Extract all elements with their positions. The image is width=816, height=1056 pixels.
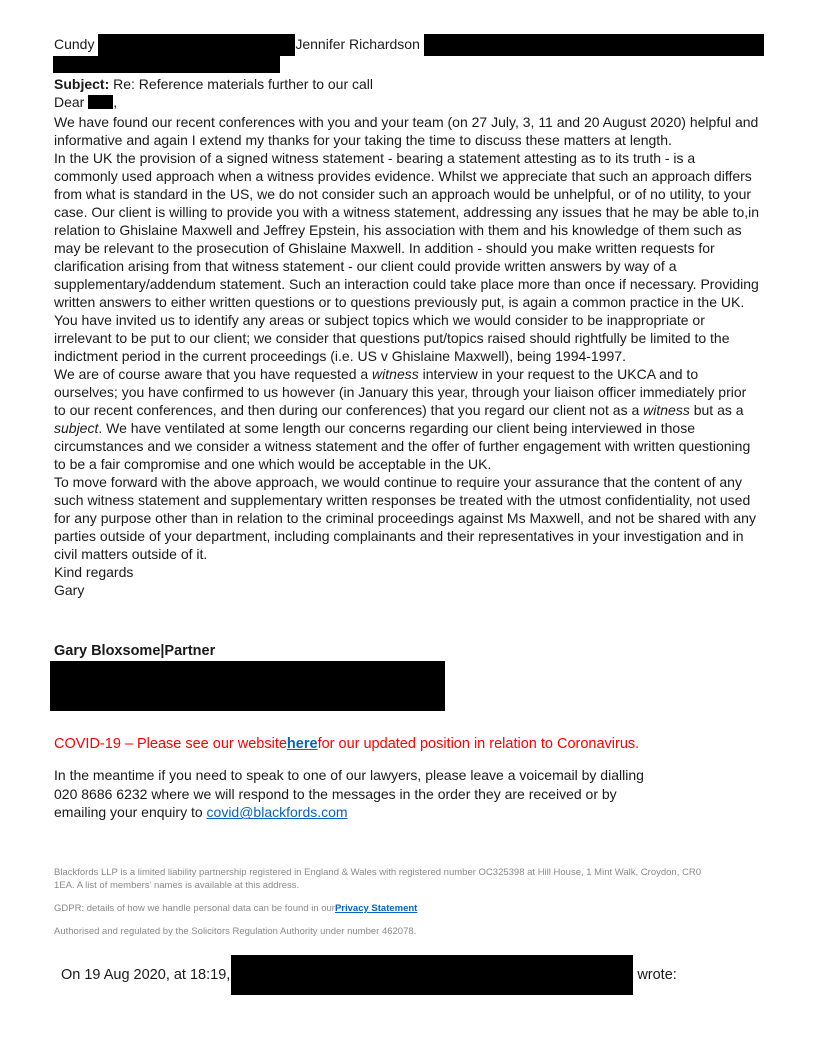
covid-here-link[interactable]: here (286, 736, 318, 752)
voicemail-paragraph (54, 766, 654, 822)
covid-email-link[interactable]: covid@blackfords.com (206, 804, 348, 821)
quoted-message-header (61, 955, 760, 995)
footer-registration-text: Blackfords LLP is a limited liability partnership registered in England & Wales with registered number OC325398 at Hill House, 1 Mint Walk, Croydon, CR0 1EA. A list of members’ names is available at this address. (54, 867, 701, 892)
italic-word-witness: witness (643, 402, 690, 418)
footer-gdpr-text: GDPR: details of how we handle personal data can be found in our (54, 903, 335, 915)
paragraph-segment: We are of course aware that you have requested a (54, 366, 373, 382)
paragraph-confidentiality: To move forward with the above approach, we would continue to require your assurance that the content of any such witness statement and supplementary written responses be treated with the utmost confidentiality, not used for any purpose other than in relation to the criminal proceedings against Ms Maxwell, and not be shared with any parties outside of your department, including complainants and their representatives in your investigation and in civil matters outside of it. (54, 474, 756, 562)
paragraph-indictment-period: You have invited us to identify any areas or subject topics which we would consider to be inappropriate or irrelevant to be put to our client; we consider that questions put/topics raised should rightfully be limited to the indictment period in the current proceedings (i.e. US v Ghislaine Maxwell), being 1994-1997. (54, 312, 730, 364)
footer-gdpr-line (54, 902, 704, 915)
salutation-text: Dear (54, 94, 89, 110)
email-body (54, 113, 761, 599)
header-recipient-text: Jennifer Richardson (295, 36, 424, 52)
header-from-text: Cundy (54, 36, 99, 52)
redaction-block-sender (231, 955, 633, 995)
covid-notice-pre: COVID-19 – Please see our website (54, 736, 287, 752)
paragraph-conferences: We have found our recent conferences with you and your team (on 27 July, 3, 11 and 20 August 2020) helpful and informative and again I extend my thanks for your taking the time to discuss these matters at length. (54, 114, 759, 148)
closing-name: Gary (54, 582, 85, 598)
redaction-block-signature (50, 661, 445, 711)
privacy-statement-link[interactable]: Privacy Statement (334, 903, 418, 915)
subject-text: Re: Reference materials further to our call (109, 76, 374, 92)
salutation-comma: , (113, 94, 118, 110)
paragraph-witness-statement: In the UK the provision of a signed witness statement - bearing a statement attesting as to its truth - is a commonly used approach when a witness provides evidence. Whilst we appreciate that such an approach differs from what is standard in the US, we do not consider such an approach would be unhelpful, or of no utility, to your case. Our client is willing to provide you with a witness statement, addressing any issues that he may be able to,in relation to Ghislaine Maxwell and Jeffrey Epstein, his association with them and his knowledge of them such as may be relevant to the prosecution of Ghislaine Maxwell. In addition - should you make written requests for clarification arising from that witness statement - our client could provide written answers by way of a supplementary/addendum statement. Such an interaction could take place more than once if necessary. Providing written answers to either written questions or to questions previously put, is again a common practice in the UK. (54, 150, 760, 310)
covid-notice-post: for our updated position in relation to Coronavirus. (317, 736, 640, 752)
salutation-line (54, 93, 760, 111)
italic-word-witness: witness (372, 366, 419, 382)
italic-word-subject: subject (54, 420, 99, 436)
legal-footer (54, 866, 760, 938)
redaction-bar-header-line2 (53, 56, 280, 73)
covid-notice-line (54, 736, 760, 753)
subject-line (54, 75, 760, 93)
footer-sra-text: Authorised and regulated by the Solicitors Regulation Authority under number 462078. (54, 926, 417, 938)
paragraph-segment: . We have ventilated at some length our concerns regarding our client being interviewed in those circumstances and we consider a witness statement and the offer of further engagement with written questioning to be a fair compromise and one which would be acceptable in the UK. (54, 420, 751, 472)
redaction-bar-from (98, 34, 295, 56)
email-header-line (54, 33, 760, 55)
quote-wrote-text: wrote: (637, 967, 677, 984)
redaction-bar-name (88, 95, 113, 109)
closing-regards: Kind regards (54, 564, 134, 580)
redaction-bar-recipient (424, 34, 764, 56)
signature-name-title: Gary Bloxsome|Partner (54, 643, 216, 659)
paragraph-witness-subject (54, 365, 761, 473)
paragraph-segment: interview in your request to the UKCA and to ourselves; you have confirmed to us however (in January this year, through your liaison officer immediately prior to our recent conferences, and then during our conferences) that you regard our client not as a (54, 366, 747, 418)
voicemail-text: In the meantime if you need to speak to one of our lawyers, please leave a voicemail by dialling 020 8686 6232 where we will respond to the messages in the order they are received or by emailing your enquiry to (54, 767, 644, 821)
quote-date-text: On 19 Aug 2020, at 18:19, (61, 967, 231, 984)
subject-label: Subject: (54, 76, 110, 92)
paragraph-segment: but as a (689, 402, 744, 418)
